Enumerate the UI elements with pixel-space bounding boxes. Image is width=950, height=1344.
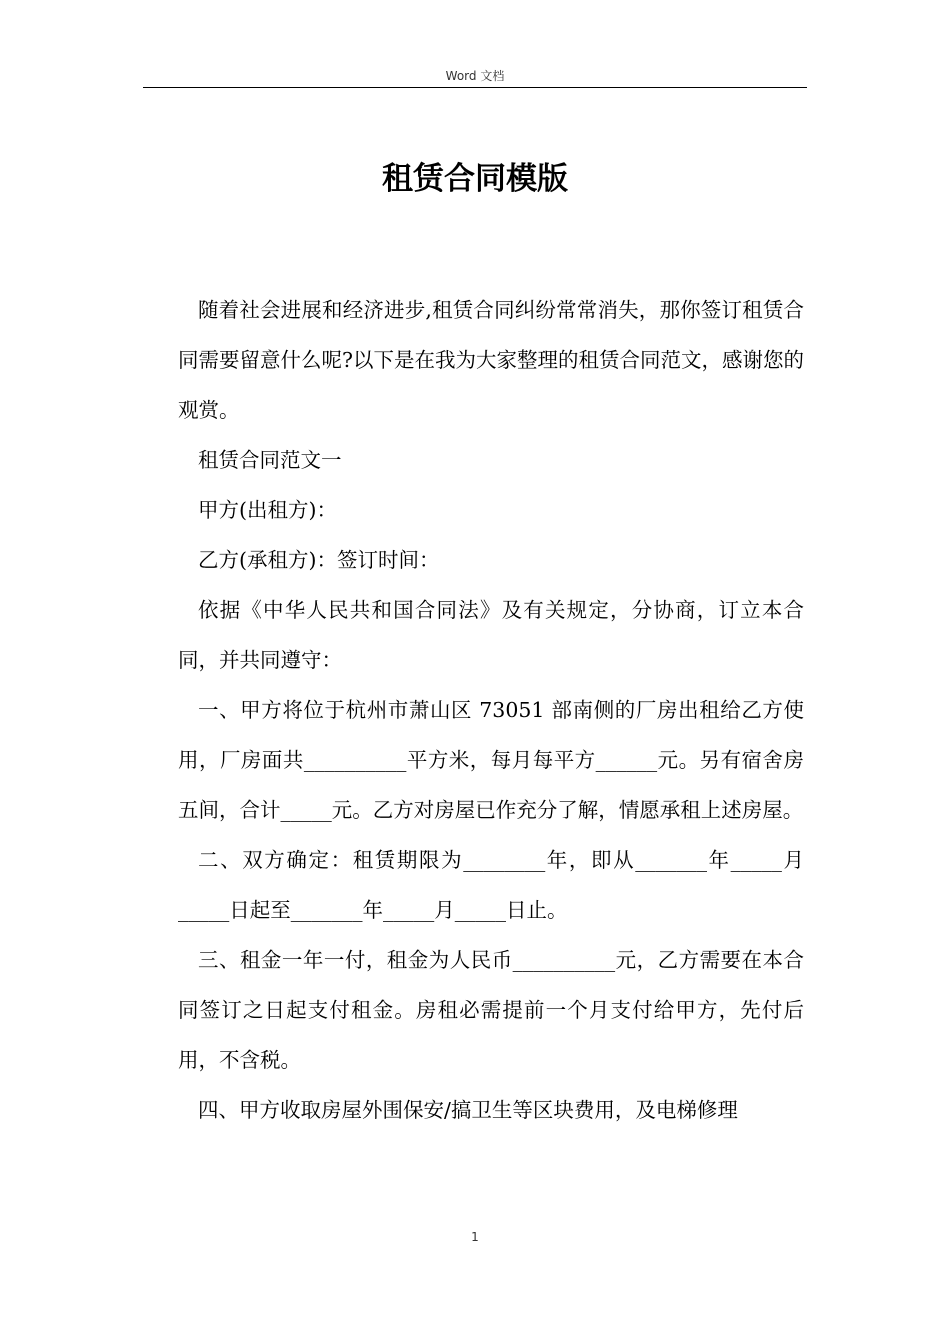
paragraph-party-a: 甲方(出租方)： [198,498,337,522]
document-body [178,285,804,1135]
paragraph-clause-1: 一、甲方将位于杭州市萧山区 73051 部南侧的厂房出租给乙方使用，厂房面共__________平方米，每月每平方______元。另有宿舍房五间，合计_____元。乙方对房屋已作充分了解，情愿承租上述房屋。 [178,698,804,822]
paragraph-intro: 随着社会进展和经济进步,租赁合同纠纷常常消失，那你签订租赁合同需要留意什么呢?以下是在我为大家整理的租赁合同范文，感谢您的观赏。 [178,298,804,422]
paragraph-party-b: 乙方(承租方)：签订时间： [198,548,440,572]
page-header-label: Word 文档 [445,69,505,83]
paragraph-clause-3: 三、租金一年一付，租金为人民币__________元，乙方需要在本合同签订之日起支付租金。房租必需提前一个月支付给甲方，先付后用，不含税。 [178,948,804,1072]
document-title: 租赁合同模版 [382,161,568,197]
header-divider [143,87,807,88]
paragraph-sample-heading: 租赁合同范文一 [198,448,342,472]
paragraph-clause-4: 四、甲方收取房屋外围保安/搞卫生等区块费用，及电梯修理 [198,1098,738,1122]
paragraph-basis: 依据《中华人民共和国合同法》及有关规定，分协商，订立本合同，并共同遵守： [178,598,804,672]
paragraph-clause-2: 二、双方确定：租赁期限为________年，即从_______年_____月_____日起至_______年_____月_____日止。 [178,848,804,922]
page-number: 1 [471,1230,479,1244]
